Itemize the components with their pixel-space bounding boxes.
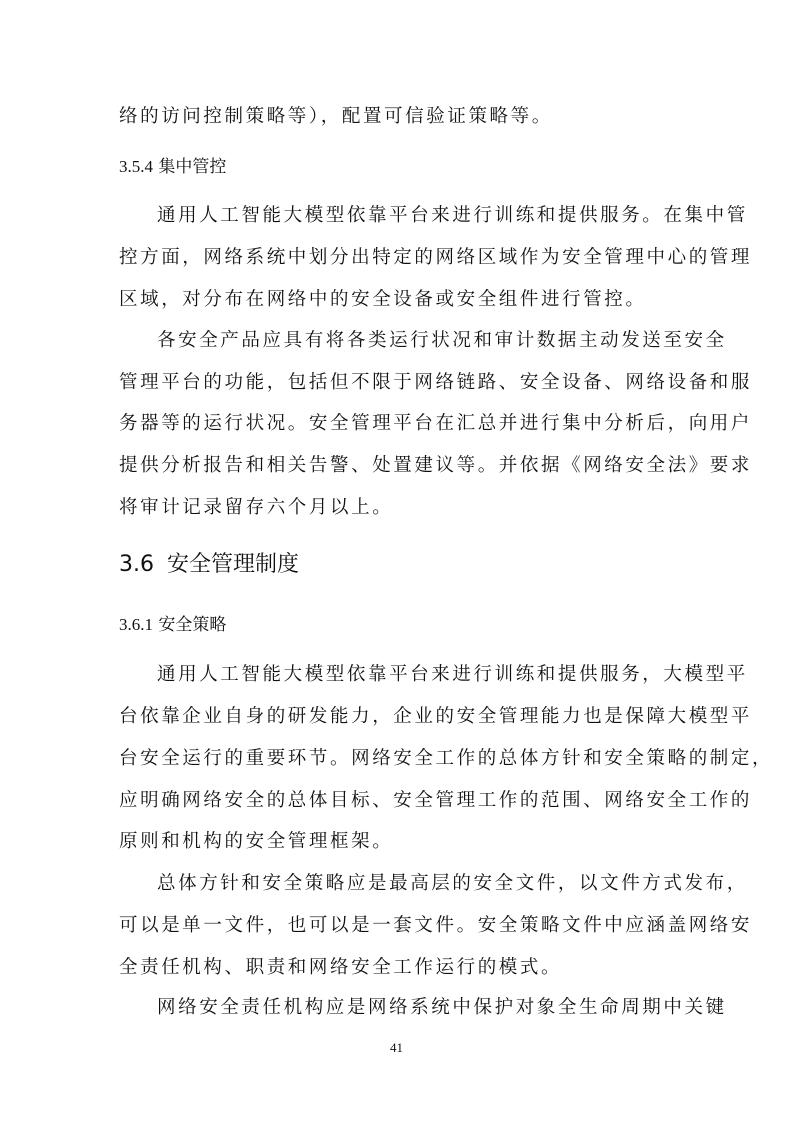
- section-title: 安全策略: [158, 615, 227, 635]
- paragraph-line: 将审计记录留存六个月以上。: [119, 497, 394, 518]
- paragraph-line: 台依靠企业自身的研发能力，企业的安全管理能力也是保障大模型平: [119, 706, 753, 727]
- section-number: 3.6.1: [119, 615, 153, 634]
- paragraph-line: 原则和机构的安全管理框架。: [119, 831, 394, 852]
- paragraph-line: 区域，对分布在网络中的安全设备或安全组件进行管控。: [119, 289, 647, 310]
- chapter-heading-3-6: [119, 551, 299, 579]
- chapter-title: 安全管理制度: [167, 552, 300, 577]
- paragraph-line: 通用人工智能大模型依靠平台来进行训练和提供服务。在集中管: [157, 205, 748, 226]
- paragraph-continuation: 络的访问控制策略等），配置可信验证策略等。: [119, 106, 553, 127]
- paragraph-line: 总体方针和安全策略应是最高层的安全文件，以文件方式发布，: [157, 873, 748, 894]
- paragraph-line: 控方面，网络系统中划分出特定的网络区域作为安全管理中心的管理: [119, 247, 753, 268]
- section-heading-3-6-1: [119, 613, 226, 637]
- section-heading-3-5-4: [119, 155, 226, 179]
- section-number: 3.5.4: [119, 157, 153, 176]
- paragraph-line: 网络安全责任机构应是网络系统中保护对象全生命周期中关键: [157, 997, 727, 1018]
- chapter-number: 3.6: [119, 552, 154, 577]
- paragraph-line: 务器等的运行状况。安全管理平台在汇总并进行集中分析后，向用户: [119, 413, 753, 434]
- paragraph-line: 各安全产品应具有将各类运行状况和审计数据主动发送至安全: [157, 330, 727, 351]
- paragraph-line: 通用人工智能大模型依靠平台来进行训练和提供服务，大模型平: [157, 664, 748, 685]
- paragraph-line: 台安全运行的重要环节。网络安全工作的总体方针和安全策略的制定，: [119, 748, 774, 769]
- paragraph-line: 管理平台的功能，包括但不限于网络链路、安全设备、网络设备和服: [119, 372, 753, 393]
- section-title: 集中管控: [158, 157, 227, 177]
- paragraph-line: 应明确网络安全的总体目标、安全管理工作的范围、网络安全工作的: [119, 790, 753, 811]
- paragraph-line: 全责任机构、职责和网络安全工作运行的模式。: [119, 957, 563, 978]
- paragraph-line: 提供分析报告和相关告警、处置建议等。并依据《网络安全法》要求: [119, 455, 753, 476]
- page-number: 41: [390, 1040, 403, 1055]
- paragraph-line: 可以是单一文件，也可以是一套文件。安全策略文件中应涵盖网络安: [119, 915, 753, 936]
